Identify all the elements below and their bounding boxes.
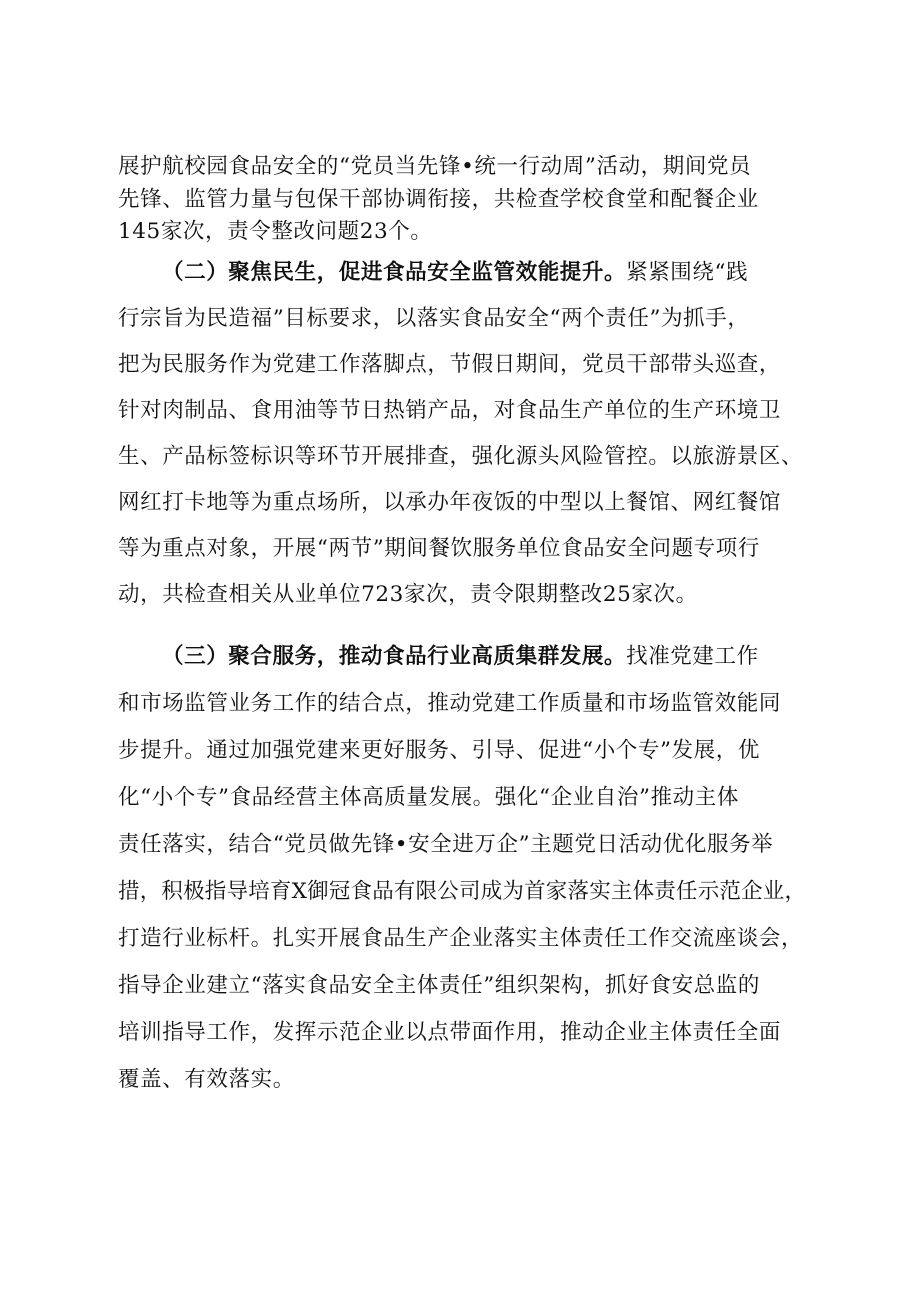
section3-line-10: 覆盖、有效落实。	[118, 1067, 295, 1092]
section2-line-5: 生、产品标签标识等环节开展排查，强化源头风险管控。以旅游景区、	[118, 444, 804, 469]
section2-line-4: 针对肉制品、食用油等节日热销产品，对食品生产单位的生产环境卫	[118, 398, 782, 423]
section2-line-3: 把为民服务作为党建工作落脚点，节假日期间，党员干部带头巡查，	[118, 352, 782, 377]
section3-line-8: 指导企业建立“落实食品安全主体责任”组织架构，抓好食安总监的	[118, 973, 760, 998]
section3-line-2: 和市场监管业务工作的结合点，推动党建工作质量和市场监管效能同	[118, 691, 782, 716]
intro-line-2: 先锋、监管力量与包保干部协调衔接，共检查学校食堂和配餐企业	[118, 187, 759, 212]
section3-line-5: 责任落实，结合“党员做先锋•安全进万企”主题党日活动优化服务举	[118, 832, 774, 857]
section3-line-6: 措，积极指导培育X御冠食品有限公司成为首家落实主体责任示范企业，	[118, 879, 807, 904]
section3-first-line	[162, 642, 759, 672]
section2-line-8: 动，共检查相关从业单位723家次，责令限期整改25家次。	[118, 582, 698, 607]
section3-line-7: 打造行业标杆。扎实开展食品生产企业落实主体责任工作交流座谈会，	[118, 926, 804, 951]
section2-line-6: 网红打卡地等为重点场所，以承办年夜饭的中型以上餐馆、网红餐馆	[118, 490, 782, 515]
section2-line-7: 等为重点对象，开展“两节”期间餐饮服务单位食品安全问题专项行	[118, 536, 760, 561]
section2-line-2: 行宗旨为民造福”目标要求，以落实食品安全“两个责任”为抓手，	[118, 306, 750, 331]
section3-heading: （三）聚合服务，推动食品行业高质集群发展。	[162, 644, 627, 669]
intro-line-3: 145家次，责令整改问题23个。	[118, 219, 433, 244]
intro-line-1: 展护航校园食品安全的“党员当先锋•统一行动周”活动，期间党员	[118, 154, 752, 179]
section2-heading: （二）聚焦民生，促进食品安全监管效能提升。	[162, 260, 627, 285]
section2-first-line-text: 紧紧围绕“践	[626, 260, 749, 285]
section3-line-3: 步提升。通过加强党建来更好服务、引导、促进“小个专”发展，优	[118, 738, 760, 763]
section3-line-9: 培训指导工作，发挥示范企业以点带面作用，推动企业主体责任全面	[118, 1020, 782, 1045]
section3-line-4: 化“小个专”食品经营主体高质量发展。强化“企业自治”推动主体	[118, 785, 739, 810]
section2-first-line	[162, 258, 748, 288]
section3-first-line-text: 找准党建工作	[626, 644, 759, 669]
